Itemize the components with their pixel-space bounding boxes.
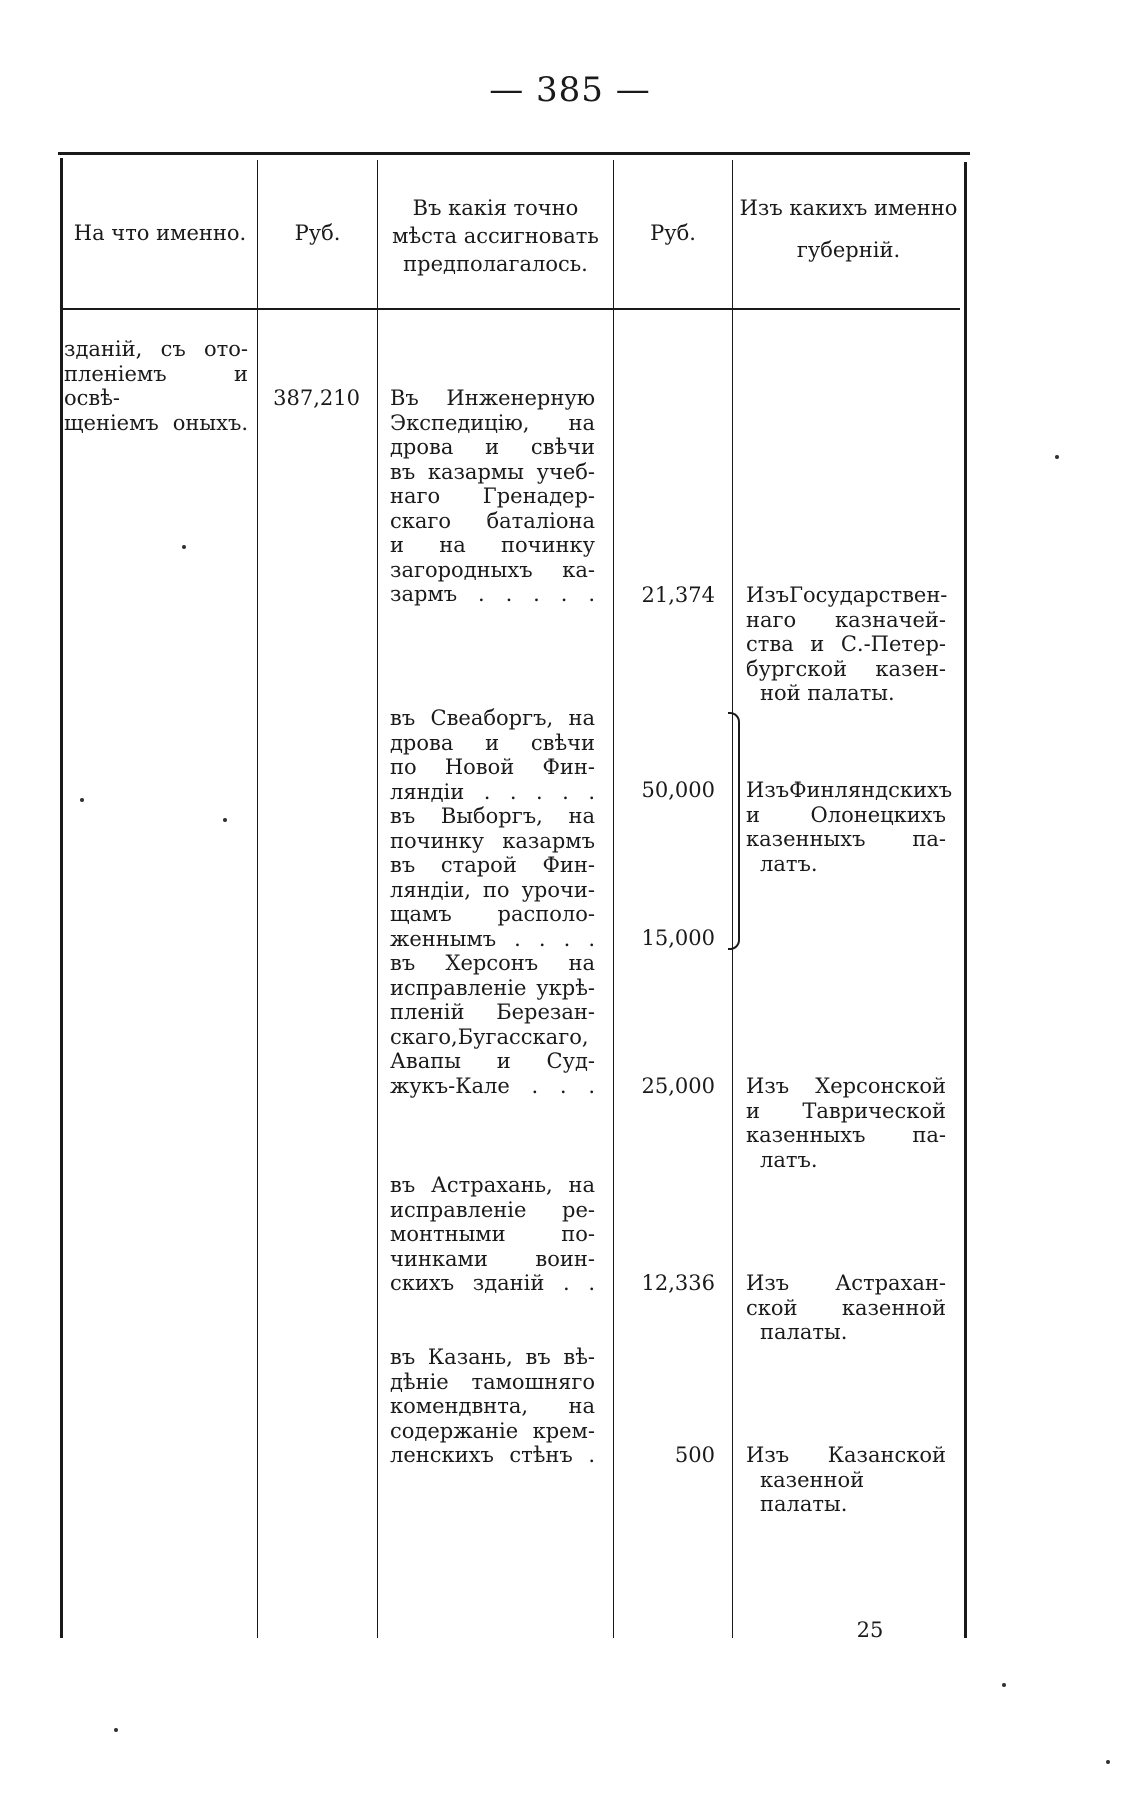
header-col3-line: Въ какія точно [412, 196, 579, 220]
source-astrakhan: Изъ Астрахан- ской казенной палаты. [746, 1271, 946, 1344]
source-state-treasury: ИзъГосударствен- наго казначей- ства и С.-Петер- бургской казен- ной палаты. [746, 583, 948, 705]
total-amount: 387,210 [273, 386, 360, 410]
header-col1: На что именно. [73, 221, 247, 245]
place-kherson: въ Херсонъ на исправленіе укрѣ- пленій Березан- скаго,Бугасскаго, Авапы и Суд- жукъ-Кале . . . [390, 951, 595, 1098]
place-kazan: въ Казань, въ вѣ- дѣніе тамошняго комендвнта, на содержаніе крем- ленскихъ стѣнъ . [390, 1345, 595, 1467]
printer-signature: 25 [856, 1618, 884, 1642]
header-col4: Руб. [650, 221, 696, 245]
print-speck [114, 1728, 118, 1732]
amount-sveaborg: 50,000 [641, 778, 715, 802]
page-number: — 385 — [489, 70, 651, 110]
print-speck [80, 798, 84, 802]
header-col5-line: Изъ какихъ именно [739, 196, 958, 220]
table-right-border [964, 162, 967, 1638]
place-astrakhan: въ Астрахань, на исправленіе ре- монтными по- чинками воин- скихъ зданій . . [390, 1173, 595, 1295]
source-kherson-taurida: Изъ Херсонской и Таврической казенныхъ па- латъ. [746, 1074, 946, 1172]
place-vyborg: въ Выборгъ, на починку казармъ въ старой Фин- ляндіи, по урочи- щамъ располо- женнымъ . . . . [390, 804, 595, 951]
print-speck [223, 818, 227, 822]
header-col3 [378, 194, 613, 278]
place-sveaborg: въ Свеаборгъ, на дрова и свѣчи по Новой Фин- ляндіи . . . . . [390, 706, 595, 804]
print-speck [1055, 455, 1059, 459]
purpose-text: зданій, съ ото- пленіемъ и освѣ- щеніемъ оныхъ. [64, 337, 248, 435]
header-col2: Руб. [294, 221, 341, 245]
print-speck [1002, 1683, 1006, 1687]
print-speck [1106, 1760, 1110, 1764]
source-kazan: Изъ Казанской казенной палаты. [746, 1443, 946, 1516]
amount-kazan: 500 [674, 1443, 715, 1467]
column-divider-3 [613, 160, 614, 1638]
header-col5-line: губерній. [796, 238, 901, 262]
place-engineering: Въ Инженерную Экспедицію, на дрова и свѣчи въ казармы учеб- наго Гренадер- скаго баталіона и на починку загородныхъ ка- зармъ . . . . . [390, 386, 595, 606]
amount-kherson: 25,000 [641, 1074, 715, 1098]
print-speck [182, 545, 186, 549]
amount-vyborg: 15,000 [641, 926, 715, 950]
column-divider-2 [377, 160, 378, 1638]
header-bottom-rule [62, 308, 960, 310]
column-divider-1 [257, 160, 258, 1638]
amount-engineering: 21,374 [641, 583, 715, 607]
header-col5 [733, 194, 964, 264]
table-left-border [60, 158, 63, 1638]
source-finland-olonets: ИзъФинляндскихъ и Олонецкихъ казенныхъ па- латъ. [746, 778, 953, 876]
grouping-brace [728, 712, 740, 950]
table-top-rule [58, 152, 970, 155]
header-col3-line: мѣста ассигновать [392, 224, 599, 248]
amount-astrakhan: 12,336 [641, 1271, 715, 1295]
header-col3-line: предполагалось. [403, 252, 588, 276]
